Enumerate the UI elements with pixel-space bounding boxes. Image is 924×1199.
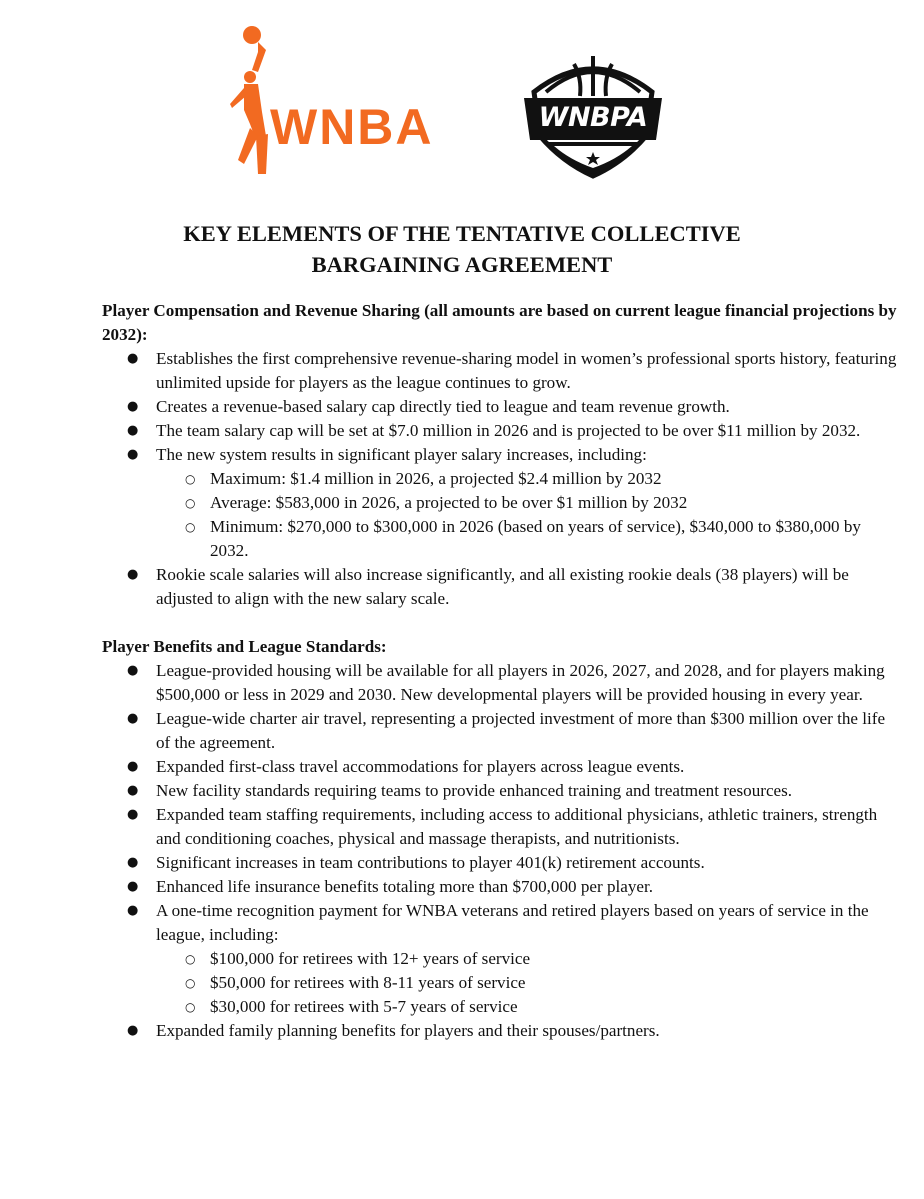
list-item-with-sublist bbox=[102, 899, 902, 1019]
sub-list-item: ○ Average: $583,000 in 2026, a projected to be over $1 million by 2032 bbox=[156, 491, 902, 515]
list-item-text: A one-time recognition payment for WNBA veterans and retired players based on years of service in the league, including: bbox=[156, 901, 869, 944]
wnbpa-logo bbox=[524, 52, 662, 180]
section-heading-compensation: Player Compensation and Revenue Sharing (all amounts are based on current league financial projections by 2032): bbox=[102, 301, 897, 344]
sub-list-item: ○ Minimum: $270,000 to $300,000 in 2026 (based on years of service), $340,000 to $380,000 by 2032. bbox=[156, 515, 902, 563]
list-item: ● Enhanced life insurance benefits totaling more than $700,000 per player. bbox=[102, 875, 902, 899]
sub-list-item: ○ $30,000 for retirees with 5-7 years of service bbox=[156, 995, 902, 1019]
document-title-line-2: BARGAINING AGREEMENT bbox=[311, 252, 613, 277]
list-item: ● Significant increases in team contributions to player 401(k) retirement accounts. bbox=[102, 851, 902, 875]
wnba-logo bbox=[222, 24, 484, 176]
list-item: ● Creates a revenue-based salary cap directly tied to league and team revenue growth. bbox=[102, 395, 902, 419]
benefits-bullet-list bbox=[102, 659, 902, 1043]
list-item: ● League-wide charter air travel, representing a projected investment of more than $300 million over the life of the agreement. bbox=[102, 707, 902, 755]
list-item: ● Expanded team staffing requirements, including access to additional physicians, athletic trainers, strength and conditioning coaches, physical and massage therapists, and nutritionists. bbox=[102, 803, 902, 851]
compensation-bullet-list bbox=[102, 347, 902, 611]
list-item: ● Expanded family planning benefits for players and their spouses/partners. bbox=[102, 1019, 902, 1043]
sub-list-item: ○ $100,000 for retirees with 12+ years of service bbox=[156, 947, 902, 971]
section-heading-benefits: Player Benefits and League Standards: bbox=[102, 637, 387, 656]
list-item: ● Expanded first-class travel accommodations for players across league events. bbox=[102, 755, 902, 779]
list-item: ● New facility standards requiring teams to provide enhanced training and treatment resources. bbox=[102, 779, 902, 803]
wnbpa-logo-wordmark: WNBPA bbox=[538, 102, 648, 133]
list-item: ● Establishes the first comprehensive revenue-sharing model in women’s professional sports history, featuring unlimited upside for players as the league continues to grow. bbox=[102, 347, 902, 395]
sub-list-item: ○ $50,000 for retirees with 8-11 years of service bbox=[156, 971, 902, 995]
salary-sub-list bbox=[156, 467, 902, 563]
document-body bbox=[102, 299, 902, 1043]
sub-list-item: ○ Maximum: $1.4 million in 2026, a projected $2.4 million by 2032 bbox=[156, 467, 902, 491]
list-item-text: The new system results in significant player salary increases, including: bbox=[156, 445, 647, 464]
document-title bbox=[0, 218, 924, 280]
wnba-logo-wordmark: WNBA bbox=[270, 99, 434, 155]
list-item: ● The team salary cap will be set at $7.0 million in 2026 and is projected to be over $11 million by 2032. bbox=[102, 419, 902, 443]
list-item: ● Rookie scale salaries will also increase significantly, and all existing rookie deals (38 players) will be adjusted to align with the new salary scale. bbox=[102, 563, 902, 611]
list-item: ● League-provided housing will be available for all players in 2026, 2027, and 2028, and for players making $500,000 or less in 2029 and 2030. New developmental players will be provided housing in every year. bbox=[102, 659, 902, 707]
list-item-with-sublist bbox=[102, 443, 902, 563]
section-spacer bbox=[102, 611, 902, 635]
recognition-payment-sub-list bbox=[156, 947, 902, 1019]
document-title-line-1: KEY ELEMENTS OF THE TENTATIVE COLLECTIVE bbox=[183, 221, 741, 246]
logo-header bbox=[0, 0, 924, 200]
